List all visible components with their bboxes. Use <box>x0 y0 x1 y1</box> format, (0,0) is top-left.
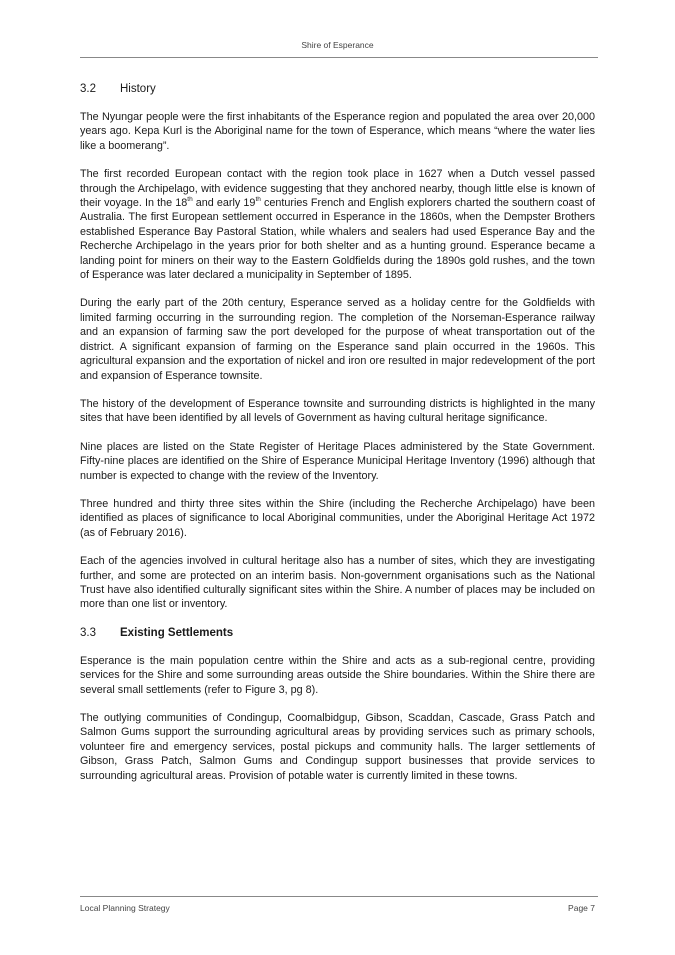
paragraph-text: and early 19 <box>192 197 256 210</box>
document-body <box>80 80 595 783</box>
paragraph: Three hundred and thirty three sites within the Shire (including the Recherche Archipelago) have been identified as places of significance to local Aboriginal communities, under the Aboriginal Heritage Act 1972 (as of February 2016). <box>80 497 595 539</box>
section-heading-existing-settlements <box>80 625 595 641</box>
section-number: 3.3 <box>80 626 96 639</box>
paragraph-text: centuries French and English explorers charted the southern coast of Australia. The first European settlement occurred in Esperance in the 1860s, when the Dempster Brothers established Esperance Bay Pastoral Station, while whalers and sealers had used Esperance Bay and the Recherche Archipelago in the years prior for both shelter and as a hunting ground. Esperance became a landing point for miners on their way to the Eastern Goldfields during the 1890s gold rushes, and the town of Esperance was later declared a municipality in September of 1895. <box>80 197 595 282</box>
superscript: th <box>187 196 193 204</box>
section-number: 3.2 <box>80 83 96 95</box>
footer-divider <box>80 896 598 897</box>
paragraph: During the early part of the 20th century, Esperance served as a holiday centre for the Goldfields with limited farming occurring in the surrounding region. The completion of the Norseman-Esperance railway and an expansion of farming saw the port developed for the purpose of wheat transportation out of the district. A significant expansion of farming on the Esperance sand plain occurred in the 1960s. This agricultural expansion and the exportation of nickel and iron ore resulted in major redevelopment of the port and expansion of Esperance townsite. <box>80 297 595 382</box>
footer-document-title: Local Planning Strategy <box>80 903 170 913</box>
section-title: Existing Settlements <box>120 626 234 639</box>
paragraph: Nine places are listed on the State Register of Heritage Places administered by the State Government. Fifty-nine places are identified on the Shire of Esperance Municipal Heritage Inventory (1996) although that number is expected to change with the review of the Inventory. <box>80 440 595 482</box>
superscript: th <box>255 196 261 204</box>
page-header: Shire of Esperance <box>301 40 374 50</box>
paragraph <box>80 167 595 282</box>
header-divider <box>80 57 598 58</box>
section-title: History <box>120 83 156 95</box>
paragraph: Esperance is the main population centre within the Shire and acts as a sub-regional centre, providing services for the Shire and some surrounding areas outside the Shire boundaries. Within the Shire there are several small settlements (refer to Figure 3, pg 8). <box>80 654 595 696</box>
paragraph: The outlying communities of Condingup, Coomalbidgup, Gibson, Scaddan, Cascade, Grass Patch and Salmon Gums support the surrounding agricultural areas by providing services such as primary schools, volunteer fire and emergency services, postal pickups and community halls. The larger settlements of Gibson, Grass Patch, Salmon Gums and Condingup support businesses that provide services to surrounding agricultural areas. Provision of potable water is currently limited in these towns. <box>80 712 595 782</box>
paragraph: The history of the development of Esperance townsite and surrounding districts is highlighted in the many sites that have been identified by all levels of Government as having cultural heritage significance. <box>80 397 595 425</box>
page-number: Page 7 <box>568 903 595 913</box>
paragraph: Each of the agencies involved in cultural heritage also has a number of sites, which they are investigating further, and some are protected on an interim basis. Non-government organisations such as the National Trust have also identified culturally significant sites within the Shire. A number of places may be included on more than one list or inventory. <box>80 555 595 611</box>
paragraph: The Nyungar people were the first inhabitants of the Esperance region and populated the area over 20,000 years ago. Kepa Kurl is the Aboriginal name for the town of Esperance, which means “where the water lies like a boomerang”. <box>80 111 595 152</box>
section-heading-history <box>80 81 595 97</box>
paragraph-text: The first recorded European contact with the region took place in 1627 when a Dutch vessel passed through the Archipelago, with evidence suggesting that they anchored nearby, though little else is known of their voyage. In the 18 <box>80 168 595 210</box>
